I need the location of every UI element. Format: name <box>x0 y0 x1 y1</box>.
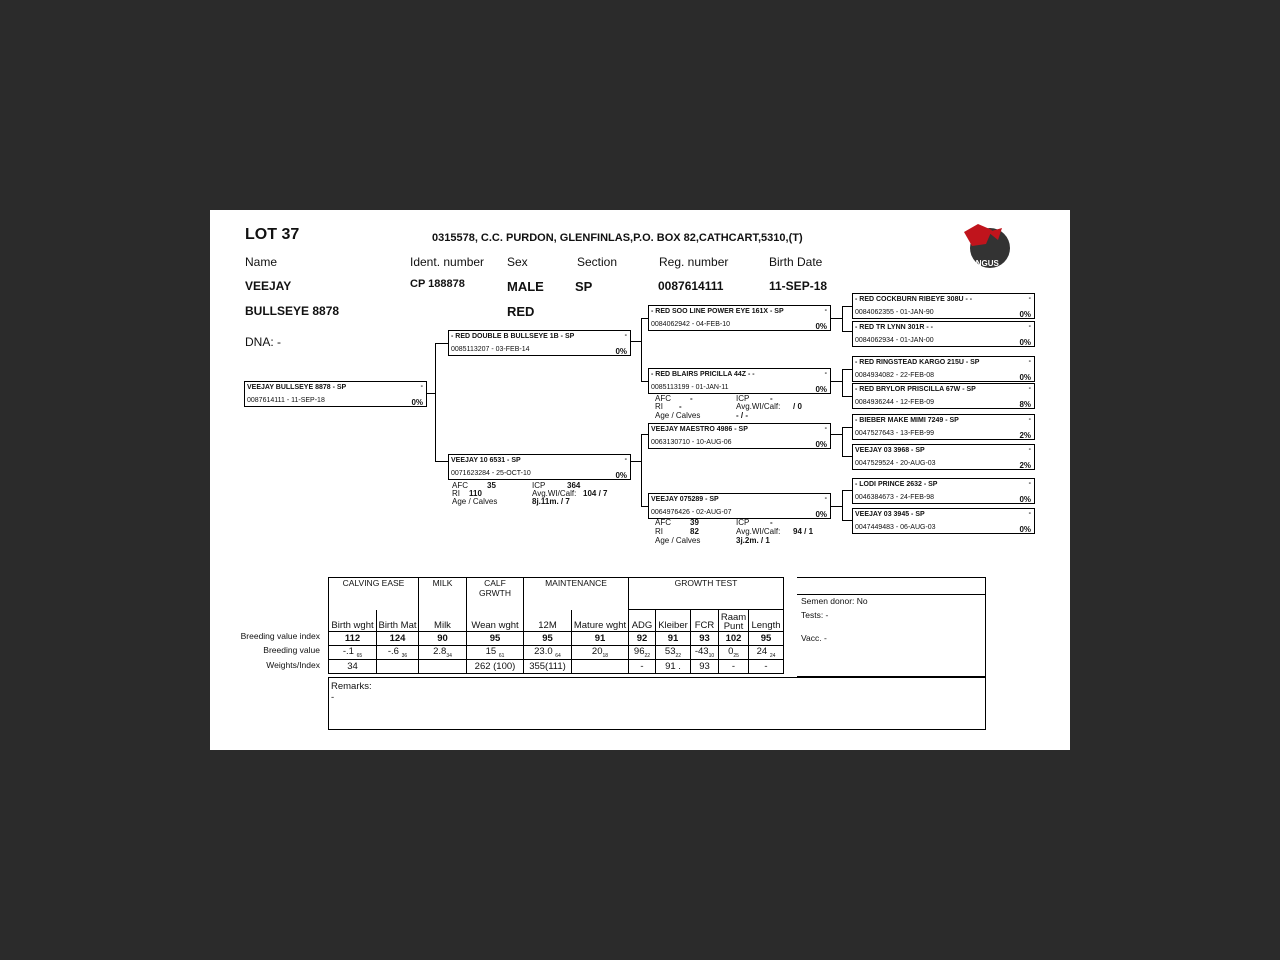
index-row: 112 124 90 95 95 91 92 91 93 102 95 <box>329 632 784 646</box>
animal-name-1: VEEJAY <box>245 279 292 293</box>
semen-donor: Semen donor: No <box>801 596 868 606</box>
pedigree-g1: - RED COCKBURN RIBEYE 308U - - - 0084062355 - 01-JAN-90 0% <box>852 293 1035 319</box>
pedigree-g5: - BIEBER MAKE MIMI 7249 - SP - 0047527643 - 13-FEB-99 2% <box>852 414 1035 440</box>
group-maintenance: MAINTENANCE <box>524 578 629 610</box>
col-wean-wght: Wean wght <box>467 610 524 632</box>
vaccinations: Vacc. - <box>801 633 827 643</box>
pedigree-sire-dam: - RED BLAIRS PRICILLA 44Z - - - 0085113199 - 01-JAN-11 0% <box>648 368 831 394</box>
ident-number: CP 188878 <box>410 278 465 290</box>
pedigree-dam-dam: VEEJAY 075289 - SP - 0064976426 - 02-AUG-07 0% <box>648 493 831 519</box>
col-kleiber: Kleiber <box>656 610 691 632</box>
col-milk: Milk <box>419 610 467 632</box>
tests: Tests: - <box>801 610 829 620</box>
col-birth-mat: Birth Mat <box>377 610 419 632</box>
row-label-bv: Breeding value <box>263 645 320 655</box>
group-growth-test: GROWTH TEST <box>629 578 784 610</box>
pedigree-g3: - RED RINGSTEAD KARGO 215U - SP - 0084934082 - 22-FEB-08 0% <box>852 356 1035 382</box>
pedigree-sire-sire: - RED SOO LINE POWER EYE 161X - SP - 0084062942 - 04-FEB-10 0% <box>648 305 831 331</box>
breeding-value-table <box>328 577 784 674</box>
row-label-weights: Weights/Index <box>266 660 320 670</box>
pedigree-g7: - LODI PRINCE 2632 - SP - 0046384673 - 24-FEB-98 0% <box>852 478 1035 504</box>
animal-name-2: BULLSEYE 8878 <box>245 304 340 318</box>
birth-header: Birth Date <box>769 255 823 269</box>
svg-text:ANGUS: ANGUS <box>970 259 999 268</box>
name-header: Name <box>245 255 278 269</box>
sex-header: Sex <box>507 255 528 269</box>
group-milk: MILK <box>419 578 467 610</box>
sex-value: MALE <box>507 279 544 294</box>
lot-card: LOT 37 0315578, C.C. PURDON, GLENFINLAS,P.O. BOX 82,CATHCART,5310,(T) ANGUS Name Ident. number Sex Section Reg. number Birth Date VEEJAY BULLSEYE 8878 CP 188878 MALE RED SP 0087614111 11-SEP-18 DNA: - VEEJAY BULLSEYE 8878 - SP - 0087614111 - 11-SEP-18 0% - RED DOUBLE B BULLSEYE 1B - SP - 0085113207 - 03-FEB-14 0% VEEJAY 10 6531 - SP - 0071623284 - 25-OCT-10 0% - RED SOO LINE POWER EYE 161X - SP - 0084062942 - 04-FEB-10 0% - RED BLAIRS PRICILLA 44Z - - - 0085113199 - 01-JAN-11 0% VEEJAY MAESTRO 4986 - SP - 0063130710 - 10-AUG-06 0% VEEJAY 075289 - SP - 0064976426 - 02-AUG-07 0% - RED COCKBURN RIBEYE 308U - - - 0084062355 - 01-JAN-90 0% - RED TR LYNN 301R - - - 0084062934 - 01-JAN-00 0% - RED RINGSTEAD KARGO 215U - SP - 0084934082 - 22-FEB-08 0% - RED BRYLOR PRISCILLA 67W - SP - 0084936244 - 12-FEB-09 8% - BIEBER MAKE MIMI 7249 - SP - 0047527643 - 13-FEB-99 2% VEEJAY 03 3968 - SP - 0047529524 - 20-AUG-03 2% - LODI PRINCE 2632 - SP - 0046384673 - 24-FEB-98 0% VEEJAY 03 3945 - SP - 0047449483 - 06-AUG-03 0% AFC 35 ICP 364 RI 110 Avg.WI/Calf: 104 / 7 Age / Calves 8j.11m. / 7 AFC - ICP - RI - Avg.WI/Calf: / 0 Age / Calves - / - AFC 39 ICP - RI 82 Avg.WI/Calf: 94 / 1 Age / Calves 3j.2m. / 1 Breeding value index Breeding value Weights/Index CALVING EASE MILK CALF GRWTH MAINTENANCE GROWTH TEST Birth wght Birth Mat Milk Wean wght 12M Mature wght ADG Kleiber FCR Raam Punt Length 112 124 90 95 95 91 92 91 93 102 95 -.1 $_{65}$ -.6 $_{36}$ $2.8_{34}$ 15 $_{61}$ 23.0 $_{64}$ $20_{18}$ $96_{22}$ $53_{22}$ $-43_{10}$ $0_{25}$ 24 $_{24}$ 34 262 (100) 355(111) - 91 . 93 - - Semen donor: No Tests: - Vacc. - Remarks: - <box>210 210 1070 750</box>
weights-row: 34 262 (100) 355(111) - 91 . 93 - - <box>329 660 784 674</box>
owner-address: 0315578, C.C. PURDON, GLENFINLAS,P.O. BOX 82,CATHCART,5310,(T) <box>432 232 803 244</box>
pedigree-g4: - RED BRYLOR PRISCILLA 67W - SP - 0084936244 - 12-FEB-09 8% <box>852 383 1035 409</box>
section-header: Section <box>577 255 618 269</box>
col-birth-wght: Birth wght <box>329 610 377 632</box>
col-adg: ADG <box>629 610 656 632</box>
ident-header: Ident. number <box>410 255 485 269</box>
birth-date: 11-SEP-18 <box>769 279 828 293</box>
section-value: SP <box>575 279 593 294</box>
remarks-box <box>328 677 986 730</box>
angus-logo <box>958 218 1016 270</box>
reg-number: 0087614111 <box>658 279 724 293</box>
group-calving-ease: CALVING EASE <box>329 578 419 610</box>
pedigree-sire: - RED DOUBLE B BULLSEYE 1B - SP - 0085113207 - 03-FEB-14 0% <box>448 330 631 356</box>
group-calf-growth: CALF GRWTH <box>467 578 524 610</box>
remarks-text: - <box>331 692 335 703</box>
col-mature-wght: Mature wght <box>572 610 629 632</box>
pedigree-dam: VEEJAY 10 6531 - SP - 0071623284 - 25-OCT-10 0% <box>448 454 631 480</box>
lot-number: LOT 37 <box>245 226 300 243</box>
extra-info-panel <box>797 577 986 677</box>
col-fcr: FCR <box>691 610 719 632</box>
pedigree-self: VEEJAY BULLSEYE 8878 - SP - 0087614111 - 11-SEP-18 0% <box>244 381 427 407</box>
row-label-index: Breeding value index <box>240 631 320 641</box>
pedigree-g8: VEEJAY 03 3945 - SP - 0047449483 - 06-AUG-03 0% <box>852 508 1035 534</box>
dna-value: DNA: - <box>245 335 281 349</box>
col-12m: 12M <box>524 610 572 632</box>
pedigree-dam-sire: VEEJAY MAESTRO 4986 - SP - 0063130710 - 10-AUG-06 0% <box>648 423 831 449</box>
remarks-label: Remarks: <box>331 681 372 692</box>
col-raam-punt: Raam Punt <box>719 610 749 632</box>
bv-row: -.1 $_{65}$ -.6 $_{36}$ $2.8_{34}$ 15 $_{61}$ 23.0 $_{64}$ $20_{18}$ $96_{22}$ $53_{22}$ $-43_{10}$ $0_{25}$ 24 $_{24}$ <box>329 646 784 660</box>
colour-value: RED <box>507 304 535 319</box>
reg-header: Reg. number <box>659 255 729 269</box>
pedigree-g6: VEEJAY 03 3968 - SP - 0047529524 - 20-AUG-03 2% <box>852 444 1035 470</box>
pedigree-g2: - RED TR LYNN 301R - - - 0084062934 - 01-JAN-00 0% <box>852 321 1035 347</box>
col-length: Length <box>749 610 784 632</box>
